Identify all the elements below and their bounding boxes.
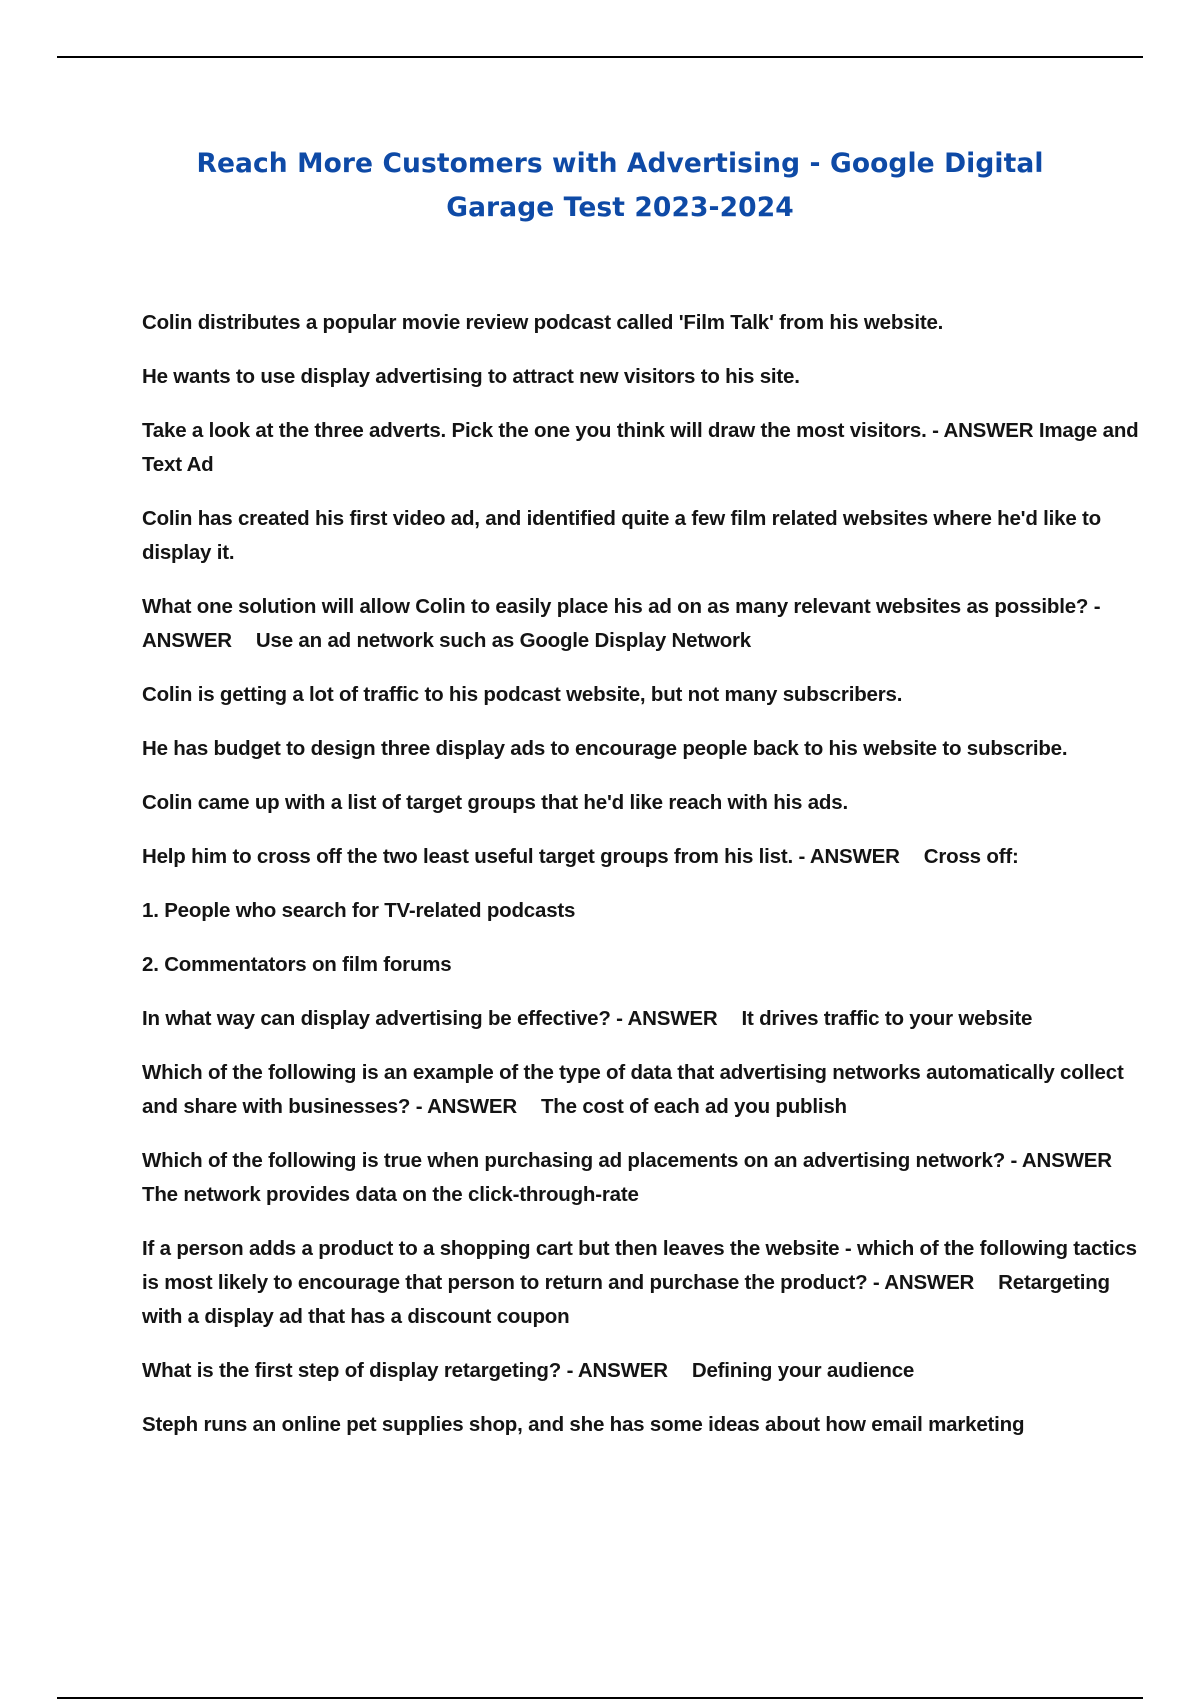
answer-text: Retargeting with a display ad that has a discount coupon bbox=[142, 1271, 1110, 1328]
paragraph-3 bbox=[142, 414, 1142, 482]
answer-text: The network provides data on the click-through-rate bbox=[142, 1183, 639, 1206]
question-text: Help him to cross off the two least useful target groups from his list. - ANSWER bbox=[142, 845, 900, 868]
answer-text: Defining your audience bbox=[691, 1359, 915, 1382]
paragraph-6 bbox=[142, 678, 1142, 712]
paragraph-5 bbox=[142, 590, 1142, 658]
document-body bbox=[142, 306, 1142, 1462]
answer-text: Use an ad network such as Google Display Network bbox=[255, 629, 751, 652]
title-line-2: Garage Test 2023-2024 bbox=[446, 192, 794, 223]
paragraph-12 bbox=[142, 1002, 1142, 1036]
question-text: Steph runs an online pet supplies shop, and she has some ideas about how email marketing bbox=[142, 1413, 1025, 1436]
paragraph-9 bbox=[142, 840, 1142, 874]
paragraph-14 bbox=[142, 1144, 1142, 1212]
paragraph-7 bbox=[142, 732, 1142, 766]
answer-text: Cross off: bbox=[923, 845, 1019, 868]
list-item-text: 1. People who search for TV-related podcasts bbox=[142, 899, 576, 922]
paragraph-10 bbox=[142, 894, 1142, 928]
question-text: What is the first step of display retargeting? - ANSWER bbox=[142, 1359, 668, 1382]
top-rule bbox=[57, 56, 1143, 58]
question-text: Colin is getting a lot of traffic to his podcast website, but not many subscribers. bbox=[142, 683, 903, 706]
answer-text: It drives traffic to your website bbox=[741, 1007, 1033, 1030]
question-text: Take a look at the three adverts. Pick the one you think will draw the most visitors. - ANSWER Image and Text Ad bbox=[142, 419, 1139, 476]
title-line-1: Reach More Customers with Advertising - Google Digital bbox=[196, 148, 1044, 179]
paragraph-16 bbox=[142, 1354, 1142, 1388]
paragraph-4 bbox=[142, 502, 1142, 570]
bottom-rule bbox=[57, 1697, 1143, 1699]
paragraph-17 bbox=[142, 1408, 1142, 1442]
paragraph-15 bbox=[142, 1232, 1142, 1334]
question-text: He has budget to design three display ads to encourage people back to his website to subscribe. bbox=[142, 737, 1068, 760]
question-text: If a person adds a product to a shopping cart but then leaves the website - which of the following tactics is most likely to encourage that person to return and purchase the product? - ANSWER bbox=[142, 1237, 1137, 1294]
paragraph-2 bbox=[142, 360, 1142, 394]
paragraph-13 bbox=[142, 1056, 1142, 1124]
document-title bbox=[140, 142, 1100, 230]
question-text: Colin came up with a list of target groups that he'd like reach with his ads. bbox=[142, 791, 848, 814]
question-text: What one solution will allow Colin to easily place his ad on as many relevant websites as possible? - ANSWER bbox=[142, 595, 1101, 652]
answer-text: The cost of each ad you publish bbox=[540, 1095, 847, 1118]
list-item-text: 2. Commentators on film forums bbox=[142, 953, 452, 976]
question-text: Colin has created his first video ad, and identified quite a few film related websites where he'd like to display it. bbox=[142, 507, 1101, 564]
paragraph-1 bbox=[142, 306, 1142, 340]
question-text: Which of the following is an example of the type of data that advertising networks automatically collect and share with businesses? - ANSWER bbox=[142, 1061, 1124, 1118]
question-text: In what way can display advertising be effective? - ANSWER bbox=[142, 1007, 718, 1030]
question-text: Colin distributes a popular movie review podcast called 'Film Talk' from his website. bbox=[142, 311, 944, 334]
paragraph-8 bbox=[142, 786, 1142, 820]
question-text: He wants to use display advertising to attract new visitors to his site. bbox=[142, 365, 800, 388]
question-text: Which of the following is true when purchasing ad placements on an advertising network? - ANSWER bbox=[142, 1149, 1112, 1172]
paragraph-11 bbox=[142, 948, 1142, 982]
